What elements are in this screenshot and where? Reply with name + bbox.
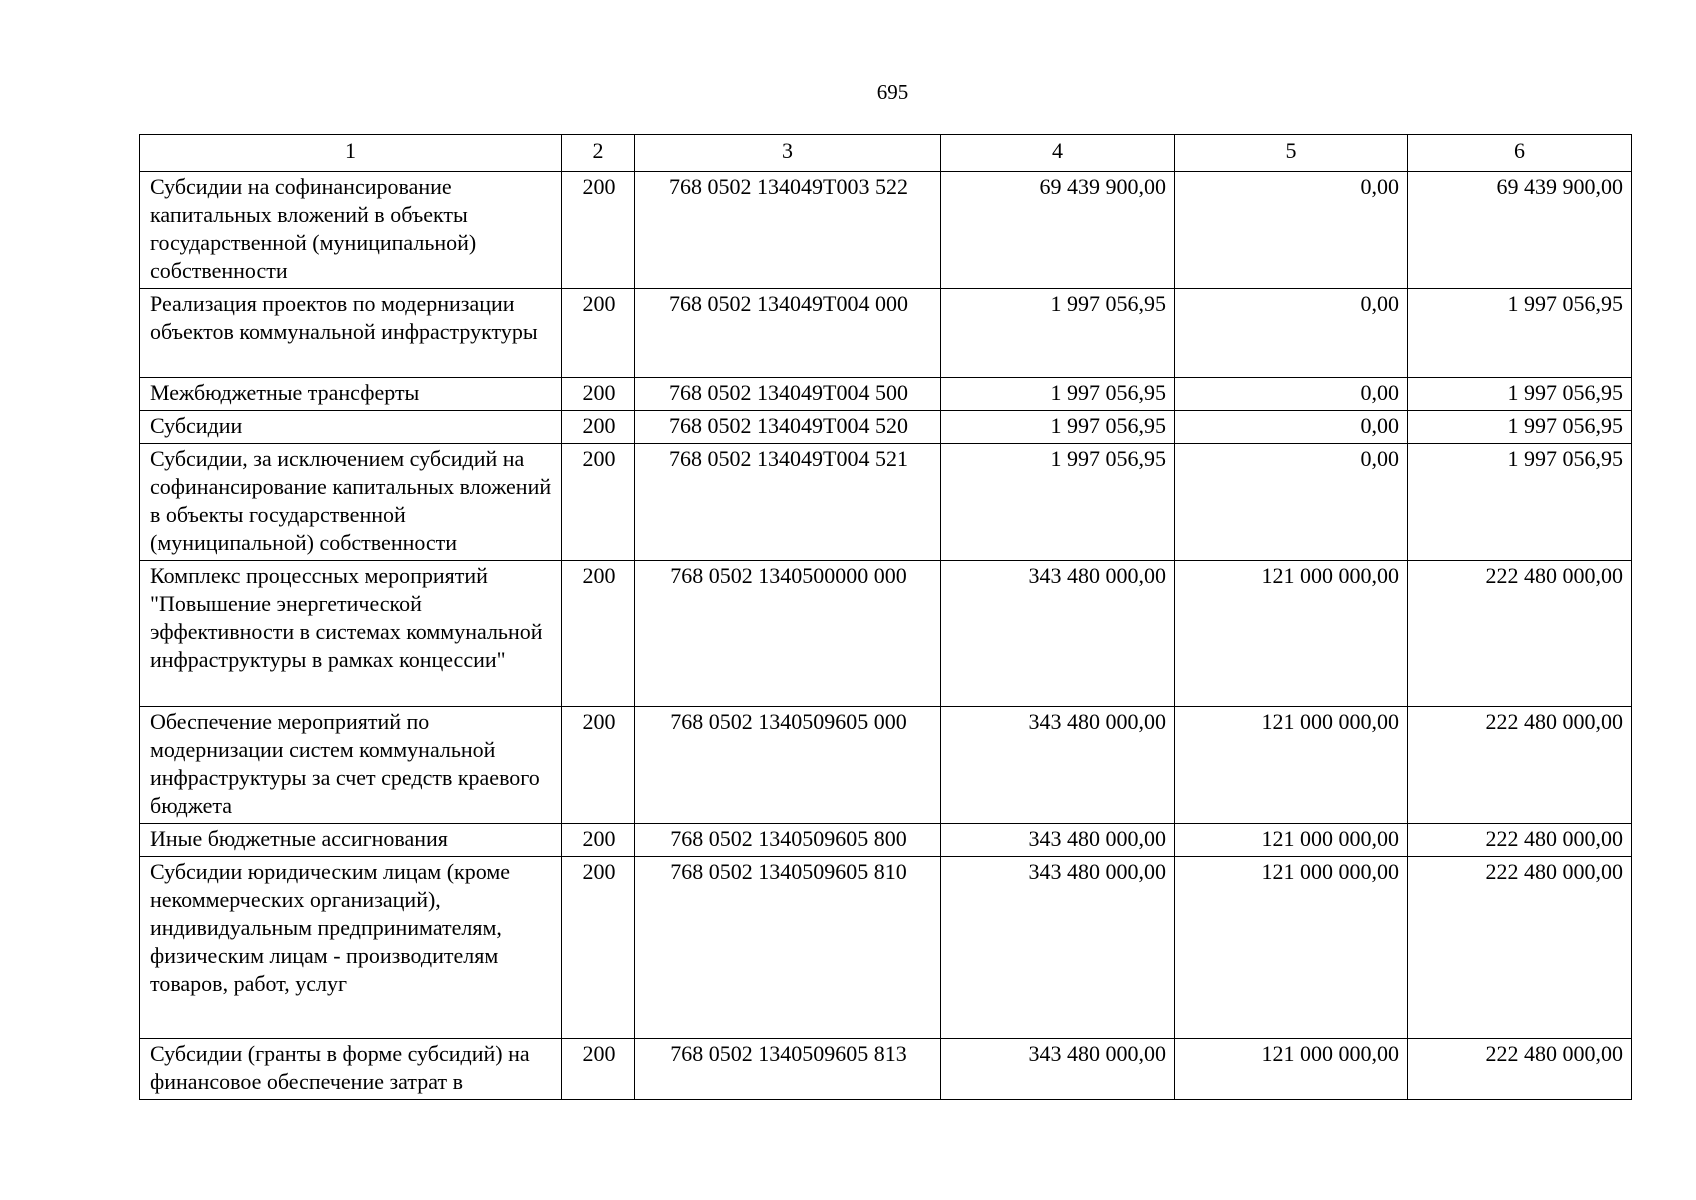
row-amount-cell: 0,00 xyxy=(1175,289,1408,378)
row-code-cell: 200 xyxy=(562,172,635,289)
table-row xyxy=(140,824,1632,857)
row-name-cell: Обеспечение мероприятий по модернизации систем коммунальной инфраструктуры за счет средств краевого бюджета xyxy=(140,707,562,824)
column-header: 6 xyxy=(1408,135,1632,172)
row-name-cell: Субсидии xyxy=(140,411,562,444)
row-name-cell: Субсидии юридическим лицам (кроме некоммерческих организаций), индивидуальным предпринимателям, физическим лицам - производителям товаров, работ, услуг xyxy=(140,857,562,1039)
table-header-row xyxy=(140,135,1632,172)
row-name-cell: Межбюджетные трансферты xyxy=(140,378,562,411)
row-code-cell: 200 xyxy=(562,411,635,444)
row-amount-cell: 343 480 000,00 xyxy=(941,707,1175,824)
row-amount-cell: 222 480 000,00 xyxy=(1408,1039,1632,1100)
row-code-cell: 200 xyxy=(562,824,635,857)
row-amount-cell: 222 480 000,00 xyxy=(1408,707,1632,824)
row-name-cell: Субсидии, за исключением субсидий на софинансирование капитальных вложений в объекты государственной (муниципальной) собственности xyxy=(140,444,562,561)
column-header: 5 xyxy=(1175,135,1408,172)
column-header: 2 xyxy=(562,135,635,172)
table-row xyxy=(140,1039,1632,1100)
row-amount-cell: 343 480 000,00 xyxy=(941,857,1175,1039)
row-amount-cell: 1 997 056,95 xyxy=(1408,411,1632,444)
column-header: 3 xyxy=(635,135,941,172)
table-row xyxy=(140,411,1632,444)
table-row xyxy=(140,172,1632,289)
row-classification-cell: 768 0502 1340509605 810 xyxy=(635,857,941,1039)
table-row xyxy=(140,378,1632,411)
page-number: 695 xyxy=(876,80,909,104)
row-amount-cell: 1 997 056,95 xyxy=(941,289,1175,378)
row-code-cell: 200 xyxy=(562,707,635,824)
row-name-cell: Комплекс процессных мероприятий "Повышение энергетической эффективности в системах коммунальной инфраструктуры в рамках концессии" xyxy=(140,561,562,707)
row-amount-cell: 343 480 000,00 xyxy=(941,1039,1175,1100)
row-name-cell: Субсидии на софинансирование капитальных вложений в объекты государственной (муниципальной) собственности xyxy=(140,172,562,289)
row-name-cell: Субсидии (гранты в форме субсидий) на финансовое обеспечение затрат в xyxy=(140,1039,562,1100)
row-amount-cell: 222 480 000,00 xyxy=(1408,561,1632,707)
table-row xyxy=(140,444,1632,561)
row-amount-cell: 1 997 056,95 xyxy=(941,411,1175,444)
row-classification-cell: 768 0502 134049Т004 521 xyxy=(635,444,941,561)
row-classification-cell: 768 0502 134049Т004 000 xyxy=(635,289,941,378)
row-amount-cell: 0,00 xyxy=(1175,172,1408,289)
table-row xyxy=(140,289,1632,378)
row-amount-cell: 222 480 000,00 xyxy=(1408,857,1632,1039)
row-code-cell: 200 xyxy=(562,378,635,411)
row-amount-cell: 121 000 000,00 xyxy=(1175,707,1408,824)
row-amount-cell: 343 480 000,00 xyxy=(941,561,1175,707)
row-classification-cell: 768 0502 134049Т004 520 xyxy=(635,411,941,444)
row-amount-cell: 69 439 900,00 xyxy=(941,172,1175,289)
budget-table xyxy=(139,134,1632,1100)
row-code-cell: 200 xyxy=(562,857,635,1039)
row-amount-cell: 343 480 000,00 xyxy=(941,824,1175,857)
table-row xyxy=(140,707,1632,824)
row-amount-cell: 0,00 xyxy=(1175,378,1408,411)
column-header: 1 xyxy=(140,135,562,172)
table-row xyxy=(140,561,1632,707)
column-header: 4 xyxy=(941,135,1175,172)
row-amount-cell: 1 997 056,95 xyxy=(1408,289,1632,378)
row-classification-cell: 768 0502 134049Т003 522 xyxy=(635,172,941,289)
table-row xyxy=(140,857,1632,1039)
row-amount-cell: 121 000 000,00 xyxy=(1175,561,1408,707)
row-classification-cell: 768 0502 134049Т004 500 xyxy=(635,378,941,411)
row-amount-cell: 1 997 056,95 xyxy=(1408,378,1632,411)
row-code-cell: 200 xyxy=(562,289,635,378)
row-amount-cell: 0,00 xyxy=(1175,411,1408,444)
row-classification-cell: 768 0502 1340509605 000 xyxy=(635,707,941,824)
row-amount-cell: 1 997 056,95 xyxy=(941,378,1175,411)
row-code-cell: 200 xyxy=(562,1039,635,1100)
row-amount-cell: 1 997 056,95 xyxy=(941,444,1175,561)
row-amount-cell: 121 000 000,00 xyxy=(1175,1039,1408,1100)
row-name-cell: Реализация проектов по модернизации объектов коммунальной инфраструктуры xyxy=(140,289,562,378)
row-classification-cell: 768 0502 1340509605 800 xyxy=(635,824,941,857)
row-code-cell: 200 xyxy=(562,561,635,707)
row-amount-cell: 69 439 900,00 xyxy=(1408,172,1632,289)
row-amount-cell: 121 000 000,00 xyxy=(1175,857,1408,1039)
row-name-cell: Иные бюджетные ассигнования xyxy=(140,824,562,857)
row-classification-cell: 768 0502 1340500000 000 xyxy=(635,561,941,707)
row-amount-cell: 0,00 xyxy=(1175,444,1408,561)
row-classification-cell: 768 0502 1340509605 813 xyxy=(635,1039,941,1100)
row-amount-cell: 1 997 056,95 xyxy=(1408,444,1632,561)
row-amount-cell: 222 480 000,00 xyxy=(1408,824,1632,857)
row-amount-cell: 121 000 000,00 xyxy=(1175,824,1408,857)
row-code-cell: 200 xyxy=(562,444,635,561)
